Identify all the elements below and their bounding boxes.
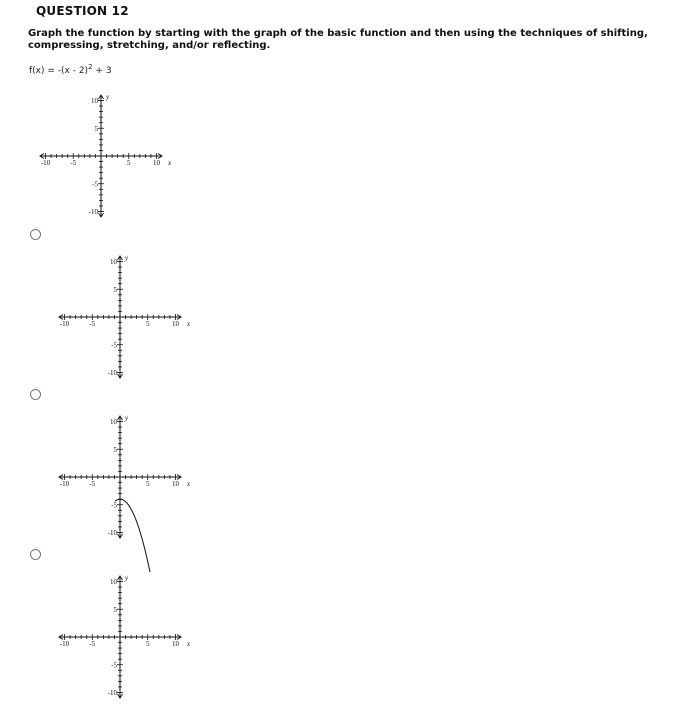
tick-label: -10 [107, 529, 117, 537]
tick-label: -10 [59, 320, 70, 328]
tick-label: -10 [59, 480, 70, 488]
option-c-graph [44, 556, 204, 706]
tick-label: 5 [113, 445, 117, 454]
tick-label: 5 [146, 320, 150, 328]
tick-label: -5 [70, 159, 77, 167]
option-c-radio[interactable] [30, 549, 41, 560]
tick-label: -10 [107, 369, 117, 377]
tick-label: 5 [127, 159, 131, 167]
tick-label: 5 [146, 480, 150, 488]
function-tail: + 3 [95, 66, 112, 76]
tick-label: 10 [172, 640, 179, 648]
tick-label: -10 [88, 208, 98, 216]
function-label: f(x) = -(x - 2) [29, 66, 89, 76]
tick-label: -5 [92, 180, 98, 189]
tick-label: 10 [110, 418, 117, 426]
tick-label: -10 [107, 689, 117, 697]
tick-label: 5 [113, 605, 117, 614]
tick-label: -5 [111, 661, 117, 670]
option-b-radio[interactable] [30, 389, 41, 400]
tick-label: 10 [153, 159, 160, 167]
tick-label: -5 [89, 640, 96, 648]
tick-label: 5 [94, 124, 98, 133]
tick-label: y [125, 253, 129, 262]
tick-label: 10 [172, 320, 179, 328]
tick-label: 5 [146, 640, 150, 648]
reference-graph [25, 75, 185, 225]
tick-label: x [186, 640, 191, 648]
tick-label: x [186, 320, 191, 328]
option-a-radio[interactable] [30, 229, 41, 240]
tick-label: y [125, 573, 129, 582]
tick-label: -5 [89, 320, 96, 328]
tick-label: -5 [111, 501, 117, 510]
tick-label: 10 [110, 258, 117, 266]
question-title: QUESTION 12 [36, 4, 129, 18]
tick-label: -10 [40, 159, 51, 167]
question-prompt: Graph the function by starting with the graph of the basic function and then using the techniques of shifting, compressing, stretching, and/or reflecting. [28, 28, 648, 51]
tick-label: 5 [113, 285, 117, 294]
tick-label: -10 [59, 640, 70, 648]
function-exponent: 2 [88, 63, 93, 71]
option-a-graph [44, 236, 204, 386]
tick-label: y [106, 92, 110, 101]
tick-label: x [167, 159, 172, 167]
tick-label: 10 [110, 578, 117, 586]
tick-label: 10 [91, 97, 98, 105]
tick-label: -5 [111, 341, 117, 350]
option-b-graph [44, 396, 204, 546]
tick-label: -5 [89, 480, 96, 488]
tick-label: 10 [172, 480, 179, 488]
tick-label: x [186, 480, 191, 488]
tick-label: y [125, 413, 129, 422]
